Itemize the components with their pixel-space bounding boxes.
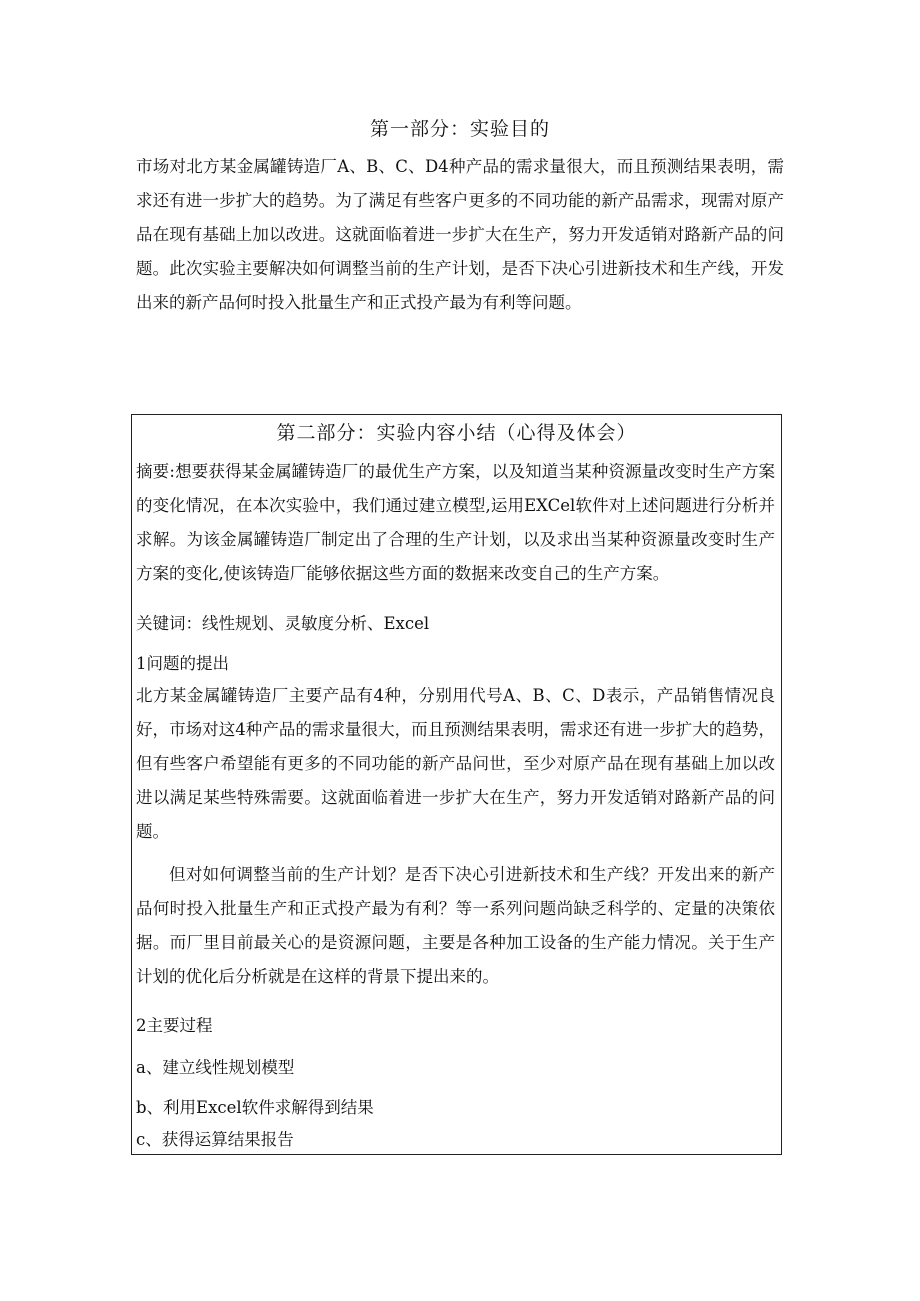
section1-paragraph-1: 北方某金属罐铸造厂主要产品有4种，分别用代号A、B、C、D表示，产品销售情况良好，市场对这4种产品的需求量很大，而且预测结果表明，需求还有进一步扩大的趋势，但有些客户希望能有更多的不同功能的新产品问世，至少对原产品在现有基础上加以改进以满足某些特殊需要。这就面临着进一步扩大在生产，努力开发适销对路新产品的问题。 [136, 686, 775, 841]
summary-box [131, 414, 782, 1155]
step-c: c、获得运算结果报告 [136, 1130, 294, 1149]
part1-title: 第一部分：实验目的 [369, 118, 550, 140]
keywords-line: 关键词：线性规划、灵敏度分析、Excel [136, 614, 430, 633]
part2-title: 第二部分：实验内容小结（心得及体会） [276, 422, 637, 444]
section1-paragraph-2: 但对如何调整当前的生产计划？是否下决心引进新技术和生产线？开发出来的新产品何时投入批量生产和正式投产最为有利？等一系列问题尚缺乏科学的、定量的决策依据。而厂里目前最关心的是资源问题，主要是各种加工设备的生产能力情况。关于生产计划的优化后分析就是在这样的背景下提出来的。 [136, 865, 775, 986]
section1-heading: 1问题的提出 [136, 654, 229, 673]
section2-heading: 2主要过程 [136, 1016, 213, 1035]
part1-body: 市场对北方某金属罐铸造厂A、B、C、D4种产品的需求量很大，而且预测结果表明，需求还有进一步扩大的趋势。为了满足有些客户更多的不同功能的新产品需求，现需对原产品在现有基础上加以改进。这就面临着进一步扩大在生产，努力开发适销对路新产品的问题。此次实验主要解决如何调整当前的生产计划，是否下决心引进新技术和生产线，开发出来的新产品何时投入批量生产和正式投产最为有利等问题。 [136, 157, 784, 312]
step-b: b、利用Excel软件求解得到结果 [136, 1098, 374, 1117]
step-a: a、建立线性规划模型 [136, 1058, 295, 1077]
abstract-paragraph: 摘要:想要获得某金属罐铸造厂的最优生产方案，以及知道当某种资源量改变时生产方案的变化情况，在本次实验中，我们通过建立模型,运用EXCel软件对上述问题进行分析并求解。为该金属罐铸造厂制定出了合理的生产计划，以及求出当某种资源量改变时生产方案的变化,使该铸造厂能够依据这些方面的数据来改变自己的生产方案。 [136, 462, 775, 583]
